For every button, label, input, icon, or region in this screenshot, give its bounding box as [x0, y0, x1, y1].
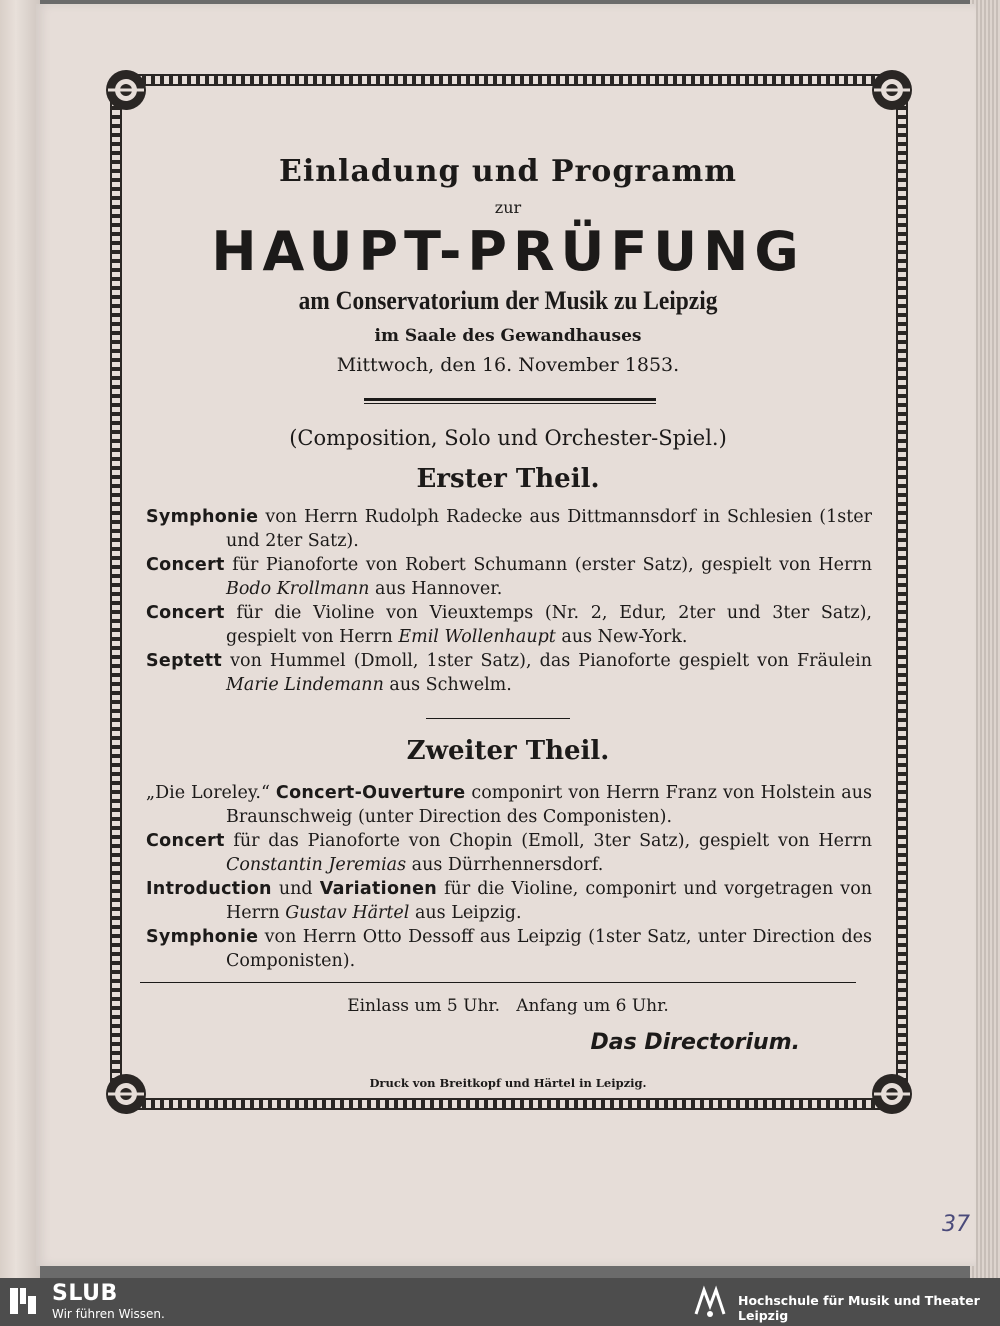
document-page	[36, 4, 976, 1266]
part2-title: Zweiter Theil.	[406, 736, 610, 766]
printer-line: Druck von Breitkopf und Härtel in Leipzig.	[369, 1076, 647, 1090]
heading-zur: zur	[494, 198, 522, 217]
programme-item: Concert für das Pianoforte von Chopin (Emoll, 3ter Satz), gespielt von Herrn Constantin Jeremias aus Dürrhennersdorf.	[146, 831, 872, 875]
part1-title: Erster Theil.	[416, 464, 600, 494]
page-number: 37	[942, 1212, 970, 1237]
slub-logo-icon[interactable]	[10, 1288, 36, 1314]
programme-item: Symphonie von Herrn Rudolph Radecke aus Dittmannsdorf in Schlesien (1ster und 2ter Satz).	[146, 507, 872, 551]
programme-item: Concert für Pianoforte von Robert Schumann (erster Satz), gespielt von Herrn Bodo Krollmann aus Hannover.	[146, 555, 872, 599]
main-title: HAUPT-PRÜFUNG	[211, 220, 805, 283]
programme-item: „Die Loreley.“ Concert-Ouverture componirt von Herrn Franz von Holstein aus Braunschweig (unter Direction des Componisten).	[146, 783, 872, 827]
corner-ornament-icon	[864, 62, 920, 118]
programme-item: Symphonie von Herrn Otto Dessoff aus Leipzig (1ster Satz, unter Direction des Componisten).	[146, 927, 872, 971]
hmt-logo-icon[interactable]	[692, 1284, 728, 1320]
admission-times: Einlass um 5 Uhr. Anfang um 6 Uhr.	[347, 996, 669, 1016]
date-line: Mittwoch, den 16. November 1853.	[336, 354, 680, 376]
divider	[426, 718, 570, 719]
partner-name[interactable]: Hochschule für Musik und Theater Leipzig	[738, 1293, 980, 1323]
subtitle: (Composition, Solo und Orchester-Spiel.)	[289, 426, 727, 450]
corner-ornament-icon	[98, 1066, 154, 1122]
divider	[140, 982, 856, 983]
institution-line: am Conservatorium der Musik zu Leipzig	[298, 286, 718, 315]
library-tagline: Wir führen Wissen.	[52, 1307, 165, 1321]
corner-ornament-icon	[864, 1066, 920, 1122]
book-spine-edge	[0, 0, 40, 1278]
programme-item: Introduction und Variationen für die Violine, componirt und vorgetragen von Herrn Gustav Härtel aus Leipzig.	[146, 879, 872, 923]
venue-line: im Saale des Gewandhauses	[374, 326, 642, 346]
viewer-footer	[0, 1278, 1000, 1326]
signature: Das Directorium.	[590, 1030, 800, 1055]
programme-item: Concert für die Violine von Vieuxtemps (Nr. 2, Edur, 2ter und 3ter Satz), gespielt von Herrn Emil Wollenhaupt aus New-York.	[146, 603, 872, 647]
programme-item: Septett von Hummel (Dmoll, 1ster Satz), das Pianoforte gespielt von Fräulein Marie Lindemann aus Schwelm.	[146, 651, 872, 695]
heading-invitation: Einladung und Programm	[278, 154, 738, 189]
divider	[364, 398, 656, 404]
library-name[interactable]: SLUB	[52, 1281, 118, 1306]
corner-ornament-icon	[98, 62, 154, 118]
